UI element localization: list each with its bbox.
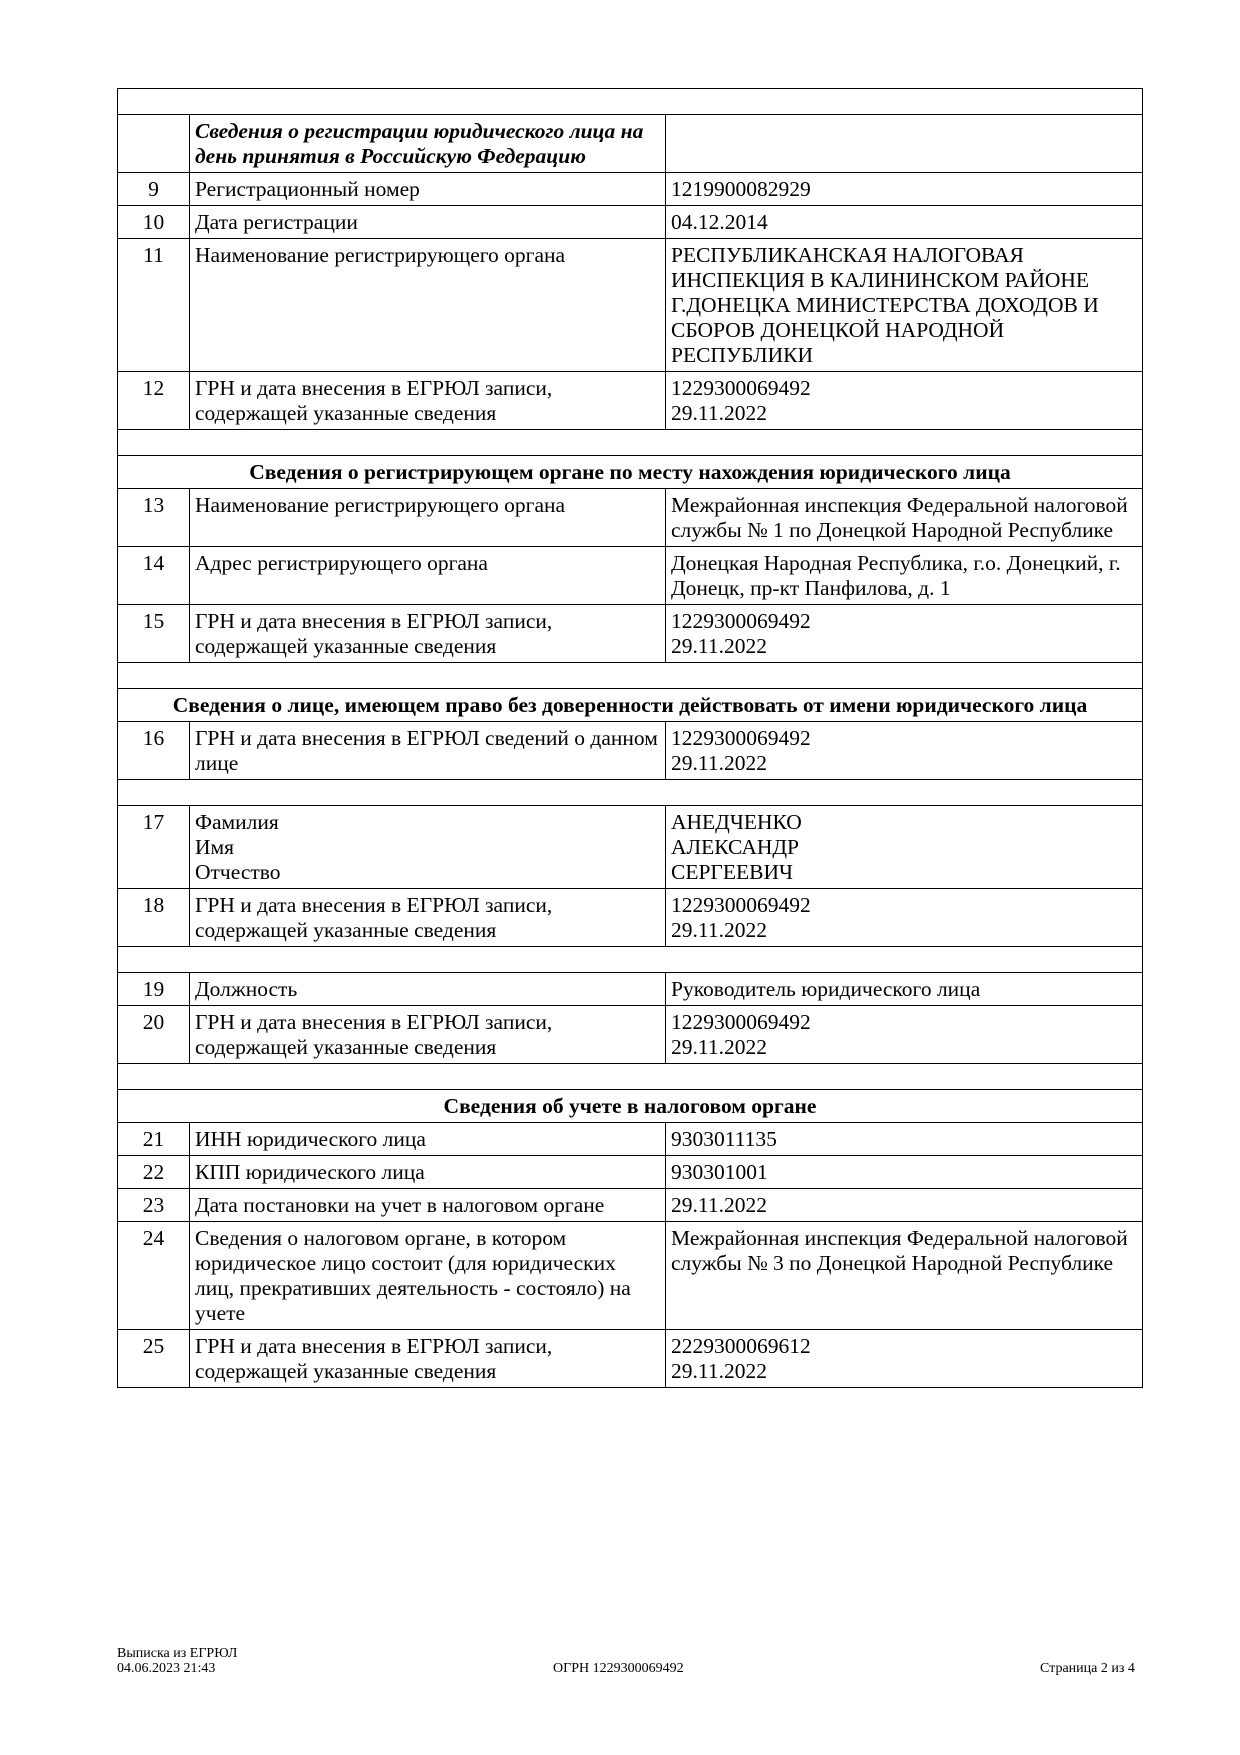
field-value: АНЕДЧЕНКО АЛЕКСАНДР СЕРГЕЕВИЧ: [666, 806, 1143, 889]
row-number: 21: [118, 1123, 190, 1156]
field-value: 1229300069492 29.11.2022: [666, 605, 1143, 663]
field-label: Регистрационный номер: [190, 173, 666, 206]
field-value: 1229300069492 29.11.2022: [666, 722, 1143, 780]
row-number: 25: [118, 1330, 190, 1388]
field-value: 04.12.2014: [666, 206, 1143, 239]
row-number: 17: [118, 806, 190, 889]
field-value: 1229300069492 29.11.2022: [666, 1006, 1143, 1064]
section-row: [118, 1090, 1143, 1123]
field-value: Донецкая Народная Республика, г.о. Донецкий, г. Донецк, пр-кт Панфилова, д. 1: [666, 547, 1143, 605]
table-row: [118, 889, 1143, 947]
section-reg-organ-title: Сведения о регистрирующем органе по месту нахождения юридического лица: [118, 456, 1143, 489]
row-number: 20: [118, 1006, 190, 1064]
footer-doc-info: [117, 1646, 237, 1676]
row-number: 15: [118, 605, 190, 663]
field-label: ГРН и дата внесения в ЕГРЮЛ записи, содержащей указанные сведения: [190, 1006, 666, 1064]
footer-datetime: 04.06.2023 21:43: [117, 1661, 216, 1676]
table-row: [118, 1006, 1143, 1064]
field-label: ГРН и дата внесения в ЕГРЮЛ записи, содержащей указанные сведения: [190, 605, 666, 663]
empty-row: [118, 947, 1143, 973]
field-label: Наименование регистрирующего органа: [190, 489, 666, 547]
table-row: [118, 722, 1143, 780]
field-label: ИНН юридического лица: [190, 1123, 666, 1156]
row-number: 16: [118, 722, 190, 780]
footer-ogrn: ОГРН 1229300069492: [553, 1661, 684, 1676]
field-label: Фамилия Имя Отчество: [190, 806, 666, 889]
field-label: Должность: [190, 973, 666, 1006]
table-row: [118, 547, 1143, 605]
table-row: [118, 1123, 1143, 1156]
section-row: [118, 689, 1143, 722]
table-row: [118, 1330, 1143, 1388]
field-value: 1229300069492 29.11.2022: [666, 889, 1143, 947]
row-number: 19: [118, 973, 190, 1006]
table-row: [118, 239, 1143, 372]
subsection-row: [118, 115, 1143, 173]
row-number: 14: [118, 547, 190, 605]
table-row: [118, 489, 1143, 547]
table-row: [118, 973, 1143, 1006]
table-row: [118, 806, 1143, 889]
subsection-registration-title: Сведения о регистрации юридического лица на день принятия в Российскую Федерацию: [190, 115, 666, 173]
field-label: ГРН и дата внесения в ЕГРЮЛ сведений о данном лице: [190, 722, 666, 780]
field-label: ГРН и дата внесения в ЕГРЮЛ записи, содержащей указанные сведения: [190, 889, 666, 947]
table-row: [118, 372, 1143, 430]
field-label: Сведения о налоговом органе, в котором юридическое лицо состоит (для юридических лиц, прекративших деятельность - состояло) на учете: [190, 1222, 666, 1330]
section-row: [118, 456, 1143, 489]
footer-page-number: Страница 2 из 4: [1040, 1661, 1135, 1676]
row-number: 13: [118, 489, 190, 547]
field-value: 29.11.2022: [666, 1189, 1143, 1222]
row-number: 22: [118, 1156, 190, 1189]
field-label: ГРН и дата внесения в ЕГРЮЛ записи, содержащей указанные сведения: [190, 372, 666, 430]
field-value: 1219900082929: [666, 173, 1143, 206]
row-number: 10: [118, 206, 190, 239]
table-row: [118, 1222, 1143, 1330]
field-label: Адрес регистрирующего органа: [190, 547, 666, 605]
empty-row: [118, 430, 1143, 456]
row-number: 9: [118, 173, 190, 206]
section-person-title: Сведения о лице, имеющем право без доверенности действовать от имени юридического лица: [118, 689, 1143, 722]
table-row: [118, 206, 1143, 239]
field-label: Дата регистрации: [190, 206, 666, 239]
field-value: Межрайонная инспекция Федеральной налоговой службы № 3 по Донецкой Народной Республике: [666, 1222, 1143, 1330]
row-number: 18: [118, 889, 190, 947]
field-label: КПП юридического лица: [190, 1156, 666, 1189]
field-label: Наименование регистрирующего органа: [190, 239, 666, 372]
field-label: ГРН и дата внесения в ЕГРЮЛ записи, содержащей указанные сведения: [190, 1330, 666, 1388]
table-row: [118, 1156, 1143, 1189]
field-value: Руководитель юридического лица: [666, 973, 1143, 1006]
field-label: Дата постановки на учет в налоговом органе: [190, 1189, 666, 1222]
row-number: 24: [118, 1222, 190, 1330]
field-value: Межрайонная инспекция Федеральной налоговой службы № 1 по Донецкой Народной Республике: [666, 489, 1143, 547]
table-row: [118, 1189, 1143, 1222]
field-value: 2229300069612 29.11.2022: [666, 1330, 1143, 1388]
egrul-extract-table: [117, 88, 1143, 1388]
empty-row: [118, 663, 1143, 689]
field-value: 1229300069492 29.11.2022: [666, 372, 1143, 430]
row-number: 23: [118, 1189, 190, 1222]
empty-row: [118, 89, 1143, 115]
field-value: 9303011135: [666, 1123, 1143, 1156]
row-number: 12: [118, 372, 190, 430]
field-value: 930301001: [666, 1156, 1143, 1189]
field-value: РЕСПУБЛИКАНСКАЯ НАЛОГОВАЯ ИНСПЕКЦИЯ В КАЛИНИНСКОМ РАЙОНЕ Г.ДОНЕЦКА МИНИСТЕРСТВА ДОХОДОВ И СБОРОВ ДОНЕЦКОЙ НАРОДНОЙ РЕСПУБЛИКИ: [666, 239, 1143, 372]
section-tax-title: Сведения об учете в налоговом органе: [118, 1090, 1143, 1123]
footer-doc-title: Выписка из ЕГРЮЛ: [117, 1646, 238, 1661]
empty-row: [118, 1064, 1143, 1090]
row-number: 11: [118, 239, 190, 372]
empty-row: [118, 780, 1143, 806]
table-row: [118, 173, 1143, 206]
table-row: [118, 605, 1143, 663]
